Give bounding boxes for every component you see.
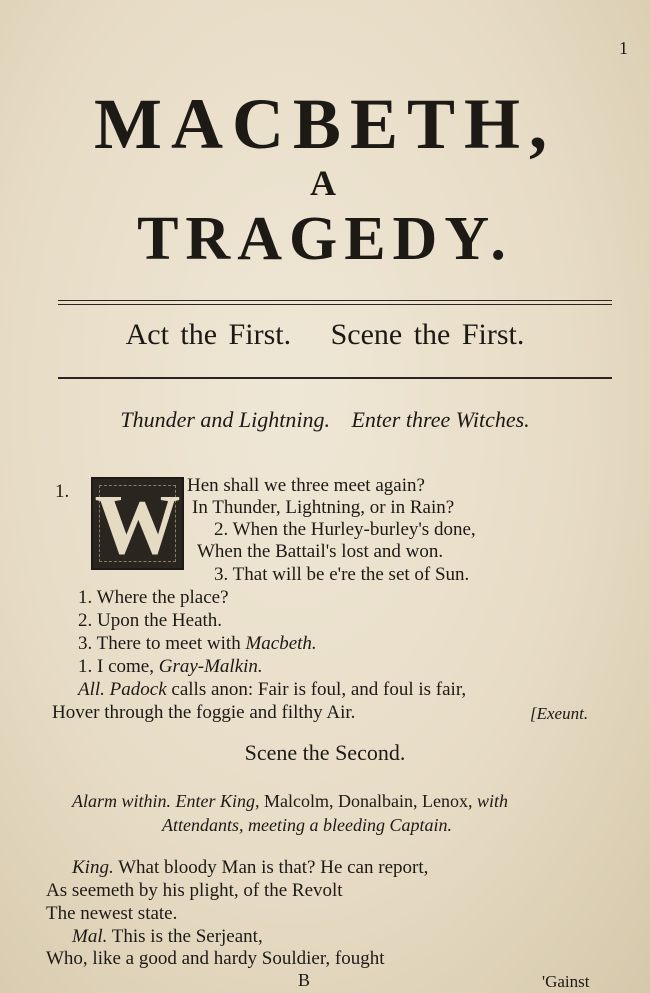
scene-label: Scene the First. <box>330 318 525 351</box>
speaker-label: King. <box>72 857 114 878</box>
verse-line: Hen shall we three meet again? <box>187 475 425 496</box>
title-tragedy: TRAGEDY. <box>137 205 513 273</box>
character-name: Padock <box>109 679 167 700</box>
initial-letter: W <box>94 475 181 572</box>
stage-direction-part: Malcolm, Donalbain, Lenox, <box>264 791 473 811</box>
stage-direction-part: with <box>476 791 508 811</box>
heading-rule <box>58 377 612 379</box>
verse-line <box>78 587 229 609</box>
verse-line: The newest state. <box>46 903 178 924</box>
speaker-number: 1. <box>55 481 70 502</box>
verse-line: When the Battail's lost and won. <box>197 541 444 562</box>
verse-line: Who, like a good and hardy Souldier, fought <box>46 948 385 969</box>
verse-text: There to meet with <box>96 633 241 654</box>
verse-line <box>214 564 469 586</box>
verse-text: This is the Serjeant, <box>111 926 263 947</box>
character-name: Macbeth. <box>245 633 317 654</box>
speaker-label: Mal. <box>72 926 108 947</box>
stage-direction-1 <box>0 407 650 433</box>
speaker-number: 2. <box>214 519 229 540</box>
stage-direction-part: Enter three Witches. <box>351 407 530 432</box>
verse-text: When the Hurley-burley's done, <box>232 519 476 540</box>
verse-line <box>78 679 466 701</box>
speaker-number: 3. <box>214 564 229 585</box>
stage-direction-2-cont: Attendants, meeting a bleeding Captain. <box>162 815 452 835</box>
verse-line: In Thunder, Lightning, or in Rain? <box>192 497 455 518</box>
character-name: Gray-Malkin. <box>158 656 263 677</box>
verse-text: I come, <box>97 656 154 677</box>
catchword: 'Gainst <box>542 972 590 991</box>
verse-line: Hover through the foggie and filthy Air. <box>52 702 356 723</box>
stage-direction-part: Alarm within. Enter King, <box>72 791 260 811</box>
act-label: Act the First. <box>125 318 292 351</box>
title-macbeth: MACBETH, <box>93 84 557 164</box>
verse-text: What bloody Man is that? He can report, <box>118 857 429 878</box>
verse-line <box>72 926 263 948</box>
verse-text: Where the place? <box>96 587 229 608</box>
verse-line <box>72 857 428 879</box>
verse-line <box>78 656 263 678</box>
decorated-initial <box>91 477 184 570</box>
verse-line <box>214 519 476 541</box>
verse-text: That will be e're the set of Sun. <box>232 564 470 585</box>
title-a: A <box>310 163 340 203</box>
speaker-label: All. <box>78 679 105 700</box>
page-number: 1 <box>619 38 628 58</box>
stage-direction-part: Thunder and Lightning. <box>120 407 330 432</box>
verse-line <box>78 610 222 632</box>
stage-direction-2 <box>72 791 508 812</box>
verse-line: As seemeth by his plight, of the Revolt <box>46 880 343 901</box>
act-scene-heading <box>0 318 650 352</box>
scene-two-heading: Scene the Second. <box>244 740 406 765</box>
verse-text: Upon the Heath. <box>97 610 223 631</box>
speaker-number: 1. <box>78 656 93 677</box>
speaker-number: 3. <box>78 633 93 654</box>
title-rule <box>58 300 612 301</box>
verse-line <box>78 633 317 655</box>
verse-text: calls anon: Fair is foul, and foul is fair, <box>171 679 467 700</box>
exeunt-direction: [Exeunt. <box>530 704 589 723</box>
speaker-number: 1. <box>78 587 93 608</box>
signature-mark: B <box>298 970 311 990</box>
speaker-number: 2. <box>78 610 93 631</box>
